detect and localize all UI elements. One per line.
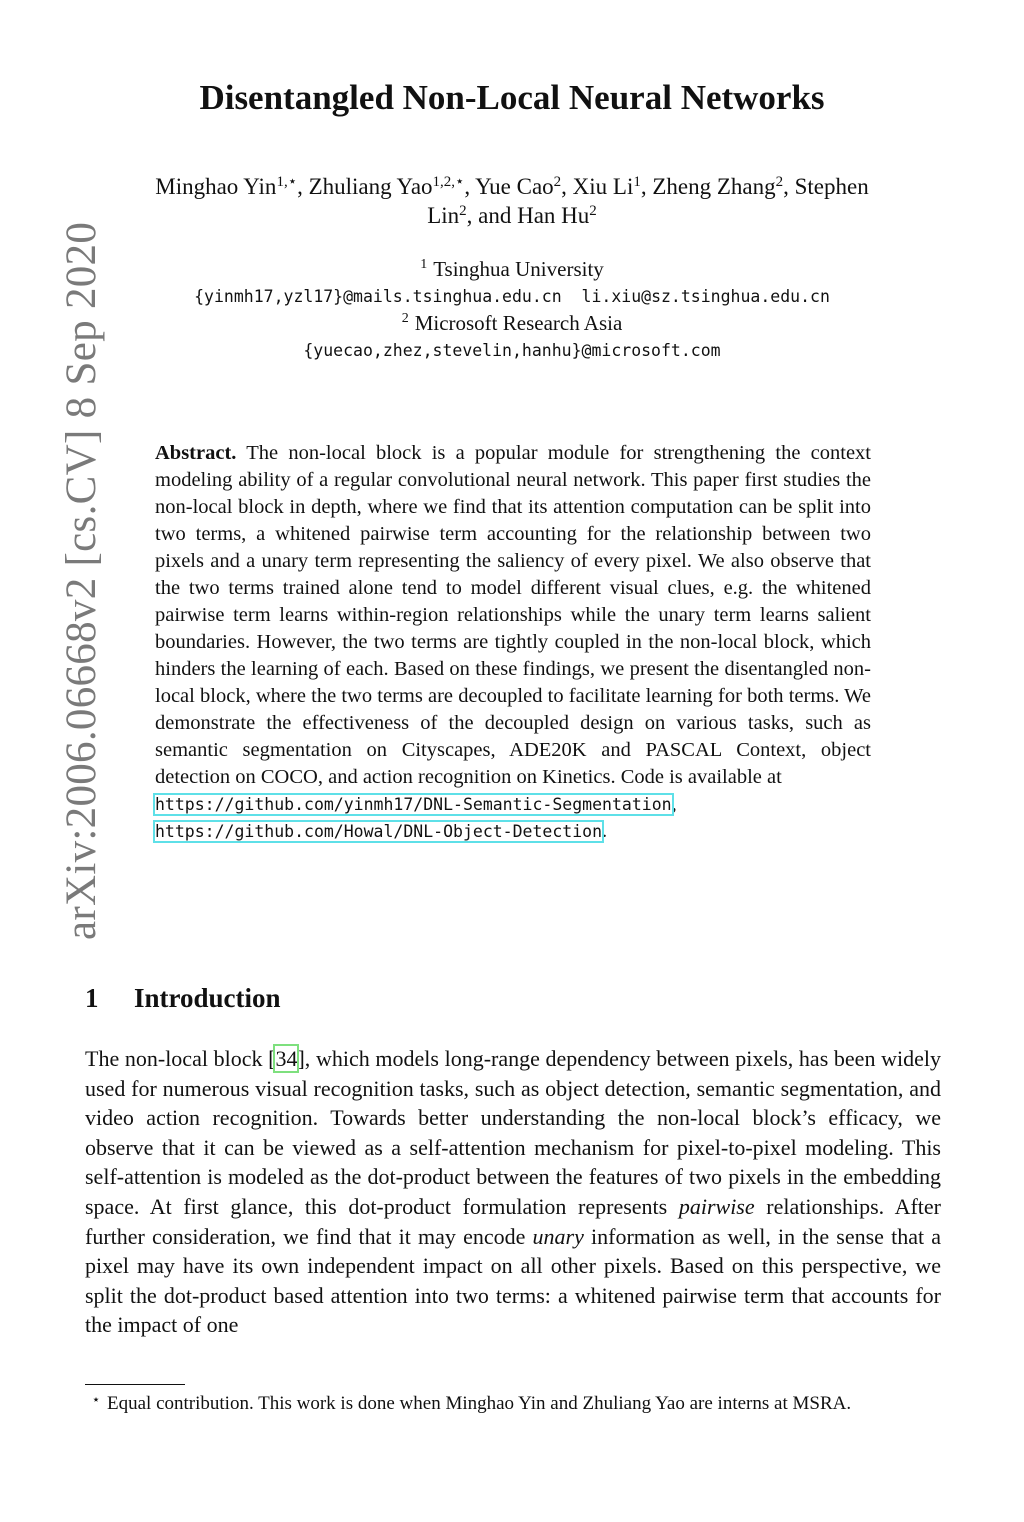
author-separator: ,	[297, 174, 309, 199]
author-name: Zheng Zhang	[652, 174, 776, 199]
author-separator: ,	[640, 174, 653, 199]
introduction-paragraph	[85, 1044, 941, 1340]
intro-text: ], which models long-range dependency between pixels, has been widely used for numerous visual recognition tasks, such as object detection, semantic segmentation, and video action recognition. Towards better understanding the non-local block’s efficacy, we observe that it can be viewed as a self-attention mechanism for pixel-to-pixel modeling. This self-attention is modeled as the dot-product between the features of two pixels in the embedding space. At first glance, this dot-product formulation represents	[85, 1046, 941, 1219]
author-separator: ,	[561, 174, 573, 199]
author-affiliation-mark: 2	[459, 203, 467, 219]
section-title: Introduction	[134, 983, 281, 1013]
intro-text: The non-local block [	[85, 1046, 276, 1071]
footnote-divider	[85, 1384, 185, 1385]
affiliation-number: 2	[401, 311, 409, 326]
section-heading-introduction	[85, 980, 281, 1016]
author-affiliation-mark: 2	[589, 203, 597, 219]
affiliation-1-emails: {yinmh17,yzl17}@mails.tsinghua.edu.cn li.xiu@sz.tsinghua.edu.cn	[194, 287, 830, 306]
affiliation-2-emails: {yuecao,zhez,stevelin,hanhu}@microsoft.com	[303, 341, 721, 360]
citation-link[interactable]: 34	[275, 1046, 298, 1071]
author-separator: ,	[464, 174, 476, 199]
intro-text: relationships. After further consideration, we find that it may encode	[85, 1193, 941, 1249]
code-link-object-detection[interactable]: https://github.com/Howal/DNL-Object-Detection	[155, 822, 603, 841]
affiliation-name: Tsinghua University	[433, 257, 604, 281]
abstract-label: Abstract.	[155, 442, 237, 464]
author-name: Zhuliang Yao	[308, 174, 433, 199]
author-separator: , Stephen	[783, 174, 869, 199]
paper-title: Disentangled Non-Local Neural Networks	[199, 78, 825, 117]
author-separator: , and	[466, 203, 518, 228]
emphasis-pairwise: pairwise	[678, 1193, 755, 1219]
intro-text: information as well, in the sense that a pixel may have its own independent impact on all other pixels. Based on this perspective, we split the dot-product based attention into two terms: a whitened pairwise term that accounts for the impact of one	[85, 1223, 941, 1338]
author-name: Xiu Li	[572, 174, 634, 199]
footnote-text: Equal contribution. This work is done when Minghao Yin and Zhuliang Yao are interns at MSRA.	[107, 1393, 852, 1414]
author-name: Lin	[427, 203, 460, 228]
author-name: Han Hu	[517, 203, 590, 228]
abstract-block: Abstract. The non-local block is a popular module for strengthening the context modeling ability of a regular convolutional neural network. This paper first studies the non-local block in depth, where we find that its attention computation can be split into two terms, a whitened pairwise term accounting for the relationship between two pixels and a unary term representing the saliency of every pixel. We also observe that the two terms trained alone tend to model different visual clues, e.g. the whitened pairwise term learns within-region relationships while the unary term learns salient boundaries. However, the two terms are tightly coupled in the non-local block, which hinders the learning of each. Based on these findings, we present the disentangled non-local block, where the two terms are decoupled to facilitate learning for both terms. We demonstrate the effectiveness of the decoupled design on various tasks, such as semantic segmentation on Cityscapes, ADE20K and PASCAL Context, object detection on COCO, and action recognition on Kinetics. Code is available at https://github.com/yinmh17/DNL-Semantic-Segmentation, https://github.com/Howal/DNL-Object-Detection.	[155, 442, 871, 842]
abstract-text: The non-local block is a popular module for strengthening the context modeling ability of a regular convolutional neural network. This paper first studies the non-local block in depth, where we find that its attention computation can be split into two terms, a whitened pairwise term accounting for the relationship between two pixels and a unary term representing the saliency of every pixel. We also observe that the two terms trained alone tend to model different visual clues, e.g. the whitened pairwise term learns within-region relationships while the unary term learns salient boundaries. However, the two terms are tightly coupled in the non-local block, which hinders the learning of each. Based on these findings, we present the disentangled non-local block, where the two terms are decoupled to facilitate learning for both terms. We demonstrate the effectiveness of the decoupled design on various tasks, such as semantic segmentation on Cityscapes, ADE20K and PASCAL Context, object detection on COCO, and action recognition on Kinetics. Code is available at	[155, 442, 871, 788]
affiliation-number: 1	[420, 257, 428, 272]
affiliation-2	[90, 310, 934, 336]
author-affiliation-mark: 1,⋆	[276, 174, 298, 190]
emphasis-unary: unary	[532, 1223, 584, 1249]
author-name: Minghao Yin	[155, 174, 277, 199]
arxiv-identifier-stamp: arXiv:2006.06668v2 [cs.CV] 8 Sep 2020	[58, 221, 105, 940]
author-name: Yue Cao	[475, 174, 554, 199]
affiliation-name: Microsoft Research Asia	[414, 311, 623, 335]
author-affiliation-mark: 1,2,⋆	[432, 174, 465, 190]
section-number: 1	[85, 983, 99, 1013]
author-affiliation-mark: 2	[553, 174, 562, 190]
author-list	[90, 172, 934, 230]
author-affiliation-mark: 2	[775, 174, 784, 190]
footnote: ⋆ Equal contribution. This work is done when Minghao Yin and Zhuliang Yao are interns at MSRA.	[91, 1393, 852, 1414]
code-link-semantic-segmentation[interactable]: https://github.com/yinmh17/DNL-Semantic-Segmentation	[155, 795, 672, 814]
affiliation-1	[90, 256, 934, 282]
author-affiliation-mark: 1	[633, 174, 641, 190]
